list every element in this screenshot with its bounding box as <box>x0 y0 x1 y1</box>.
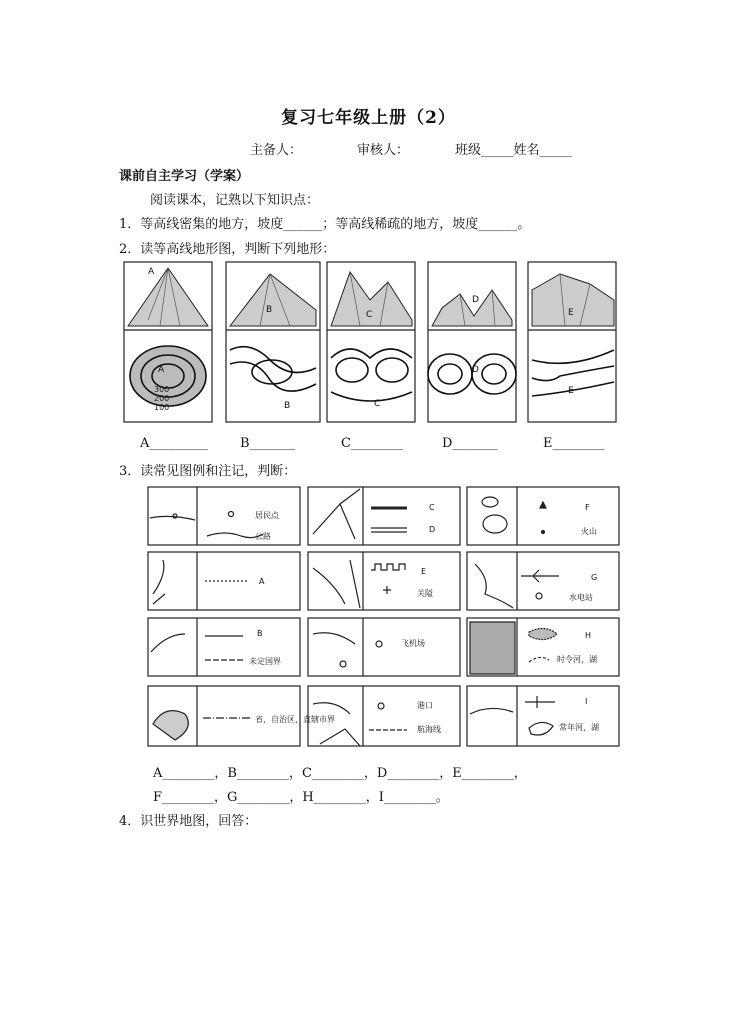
legend-port: 港口 <box>417 701 433 710</box>
contour-value-200: 200 <box>154 394 170 403</box>
page-title: 复习七年级上册（2） <box>281 108 456 128</box>
legend-seasonal-river: 时令河，湖 <box>557 655 597 664</box>
terrain-label-c-map: C <box>374 399 381 409</box>
legend-label-g: G <box>591 573 598 582</box>
legend-airport: 飞机场 <box>401 639 425 648</box>
legend-highway: 公路 <box>255 532 271 541</box>
question-1: 1．等高线密集的地方，坡度______；等高线稀疏的地方，坡度______。 <box>119 217 531 232</box>
legend-label-i: I <box>585 697 588 706</box>
legend-label-a: A <box>259 577 265 586</box>
legend-label-f: F <box>585 503 590 512</box>
terrain-label-e-map: E <box>568 386 574 396</box>
q2-answer-c[interactable]: C________ <box>341 436 403 451</box>
legend-label-c: C <box>429 503 435 512</box>
terrain-label-a-sketch: A <box>148 267 155 277</box>
terrain-label-d-map: D <box>472 365 479 375</box>
legend-undetermined-border: 未定国界 <box>249 657 281 666</box>
legend-volcano: 火山 <box>581 527 597 536</box>
terrain-label-b-map: B <box>284 401 291 411</box>
terrain-label-a-map: A <box>158 365 165 375</box>
legend-province-border: 省，自治区，直辖市界 <box>255 715 335 724</box>
legend-perennial-river: 常年河，湖 <box>559 723 599 732</box>
q2-answer-e[interactable]: E________ <box>543 436 605 451</box>
q3-answers-line-1[interactable]: A________，B________，C________，D________，E________， <box>153 766 527 781</box>
legend-label-e: E <box>421 567 427 576</box>
terrain-label-b-sketch: B <box>266 305 273 315</box>
question-4: 4．识世界地图，回答： <box>119 814 258 829</box>
q3-answers-line-2[interactable]: F________，G________，H________，I________。 <box>153 790 449 805</box>
reviewer-label: 审核人： <box>357 143 410 158</box>
legend-shipping-route: 航海线 <box>417 725 441 734</box>
intro-text: 阅读课本，记熟以下知识点： <box>150 193 320 208</box>
contour-value-300: 300 <box>154 385 170 394</box>
question-2: 2．读等高线地形图，判断下列地形： <box>119 242 336 257</box>
legend-hydropower: 水电站 <box>569 593 593 602</box>
legend-label-h: H <box>585 631 592 640</box>
contour-value-100: 100 <box>154 403 170 412</box>
terrain-label-c-sketch: C <box>366 310 373 320</box>
terrain-label-d-sketch: D <box>472 295 479 305</box>
preparer-label: 主备人： <box>250 143 303 158</box>
legend-label-d: D <box>429 525 436 534</box>
q2-answer-d[interactable]: D_______ <box>442 436 498 451</box>
q2-answer-a[interactable]: A_________ <box>140 436 208 451</box>
q2-answer-b[interactable]: B_______ <box>240 436 296 451</box>
class-name-field[interactable]: 班级_____姓名_____ <box>455 143 573 158</box>
section-heading: 课前自主学习（学案） <box>119 169 250 184</box>
terrain-label-e-sketch: E <box>568 308 574 318</box>
question-3: 3．读常见图例和注记，判断： <box>119 464 297 479</box>
legend-label-b: B <box>257 629 263 638</box>
legend-residential: 居民点 <box>255 511 279 520</box>
legend-pass: 关隘 <box>417 589 433 598</box>
contour-terrain-figure <box>120 260 620 426</box>
map-legend-figure <box>145 484 623 750</box>
